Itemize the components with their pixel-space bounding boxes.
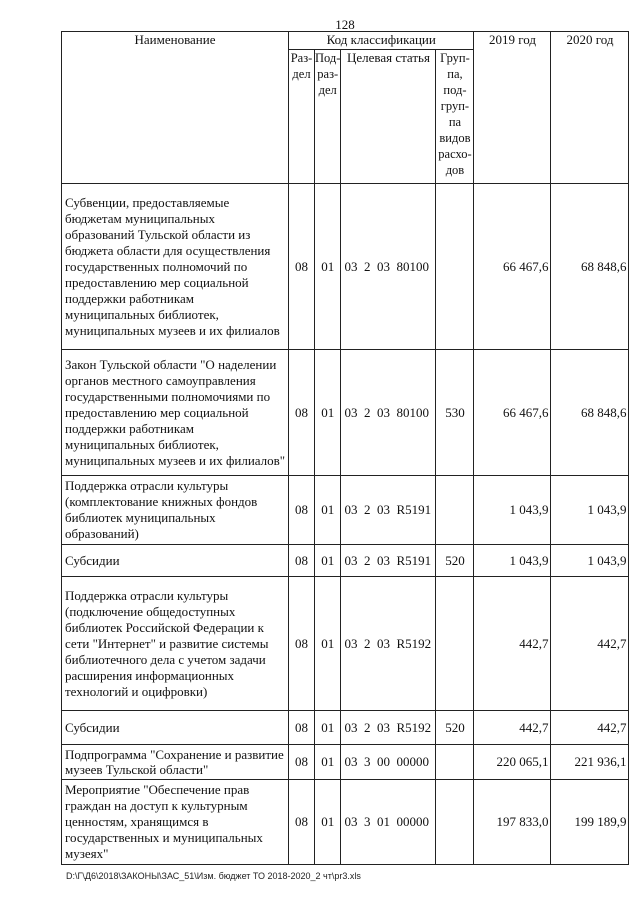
- row-section: 08: [289, 745, 315, 780]
- header-section: Раз- дел: [289, 50, 315, 184]
- budget-table: [61, 31, 629, 865]
- row-group: [436, 780, 474, 865]
- row-2019: 197 833,0: [474, 780, 551, 865]
- header-row-1: [62, 32, 629, 50]
- row-section: 08: [289, 476, 315, 545]
- table-row: [62, 780, 629, 865]
- row-target: 03 2 03 R5192: [341, 711, 436, 745]
- header-expense-group: Груп- па, под- груп- па видов расхо- дов: [436, 50, 474, 184]
- file-path-footer: D:\Г\Д6\2018\ЗАКОНЫ\ЗАС_51\Изм. бюджет ТО 2018-2020_2 чт\pr3.xls: [66, 871, 361, 881]
- row-2020: 1 043,9: [551, 545, 629, 577]
- row-2020: 68 848,6: [551, 350, 629, 476]
- row-group: 520: [436, 711, 474, 745]
- row-name: Субвенции, предоставляемые бюджетам муниципальных образований Тульской области из бюджета области для осуществления государственных полномочий по предоставлению мер социальной поддержки работникам муниципальных библиотек, муниципальных музеев и их филиалов: [62, 184, 289, 350]
- row-2019: 1 043,9: [474, 545, 551, 577]
- row-name: Закон Тульской области "О наделении органов местного самоуправления государственными полномочиями по предоставлению мер социальной поддержки работникам муниципальных библиотек, муниципальных музеев и их филиалов": [62, 350, 289, 476]
- row-name: Поддержка отрасли культуры (подключение общедоступных библиотек Российской Федерации к сети "Интернет" и развитие системы библиотечного дела с учетом задачи расширения информационных технологий и оцифровки): [62, 577, 289, 711]
- row-name: Поддержка отрасли культуры (комплектование книжных фондов библиотек муниципальных образований): [62, 476, 289, 545]
- row-2020: 1 043,9: [551, 476, 629, 545]
- table-row: [62, 350, 629, 476]
- row-section: 08: [289, 780, 315, 865]
- table-row: [62, 184, 629, 350]
- row-subsection: 01: [315, 476, 341, 545]
- row-subsection: 01: [315, 745, 341, 780]
- row-2019: 220 065,1: [474, 745, 551, 780]
- row-target: 03 2 03 R5191: [341, 476, 436, 545]
- row-2019: 66 467,6: [474, 350, 551, 476]
- row-target: 03 3 01 00000: [341, 780, 436, 865]
- row-target: 03 2 03 R5191: [341, 545, 436, 577]
- header-2019: 2019 год: [474, 32, 551, 184]
- row-target: 03 2 03 80100: [341, 184, 436, 350]
- row-target: 03 2 03 80100: [341, 350, 436, 476]
- row-subsection: 01: [315, 184, 341, 350]
- row-2019: 442,7: [474, 711, 551, 745]
- row-section: 08: [289, 577, 315, 711]
- row-subsection: 01: [315, 711, 341, 745]
- row-name: Мероприятие "Обеспечение прав граждан на доступ к культурным ценностям, хранящимся в государственных и муниципальных музеях": [62, 780, 289, 865]
- row-name: Субсидии: [62, 545, 289, 577]
- table-row: [62, 577, 629, 711]
- row-2020: 442,7: [551, 711, 629, 745]
- table-row: [62, 711, 629, 745]
- row-2019: 442,7: [474, 577, 551, 711]
- row-name: Субсидии: [62, 711, 289, 745]
- table-row: [62, 476, 629, 545]
- row-2020: 442,7: [551, 577, 629, 711]
- row-section: 08: [289, 350, 315, 476]
- row-group: [436, 184, 474, 350]
- table-row: [62, 545, 629, 577]
- row-group: [436, 577, 474, 711]
- row-name: Подпрограмма "Сохранение и развитие музеев Тульской области": [62, 745, 289, 780]
- header-target: Целевая статья: [341, 50, 436, 184]
- row-section: 08: [289, 545, 315, 577]
- row-group: [436, 745, 474, 780]
- row-group: 530: [436, 350, 474, 476]
- row-target: 03 2 03 R5192: [341, 577, 436, 711]
- page-number: 128: [335, 17, 355, 32]
- row-2019: 1 043,9: [474, 476, 551, 545]
- row-section: 08: [289, 184, 315, 350]
- row-group: [436, 476, 474, 545]
- header-subsection: Под- раз- дел: [315, 50, 341, 184]
- row-2020: 68 848,6: [551, 184, 629, 350]
- header-name: Наименование: [62, 32, 289, 184]
- row-2019: 66 467,6: [474, 184, 551, 350]
- row-2020: 199 189,9: [551, 780, 629, 865]
- row-subsection: 01: [315, 780, 341, 865]
- table-row: [62, 745, 629, 780]
- row-section: 08: [289, 711, 315, 745]
- header-2020: 2020 год: [551, 32, 629, 184]
- row-subsection: 01: [315, 545, 341, 577]
- row-subsection: 01: [315, 350, 341, 476]
- row-group: 520: [436, 545, 474, 577]
- row-target: 03 3 00 00000: [341, 745, 436, 780]
- row-2020: 221 936,1: [551, 745, 629, 780]
- header-code-group: Код классификации: [289, 32, 474, 50]
- row-subsection: 01: [315, 577, 341, 711]
